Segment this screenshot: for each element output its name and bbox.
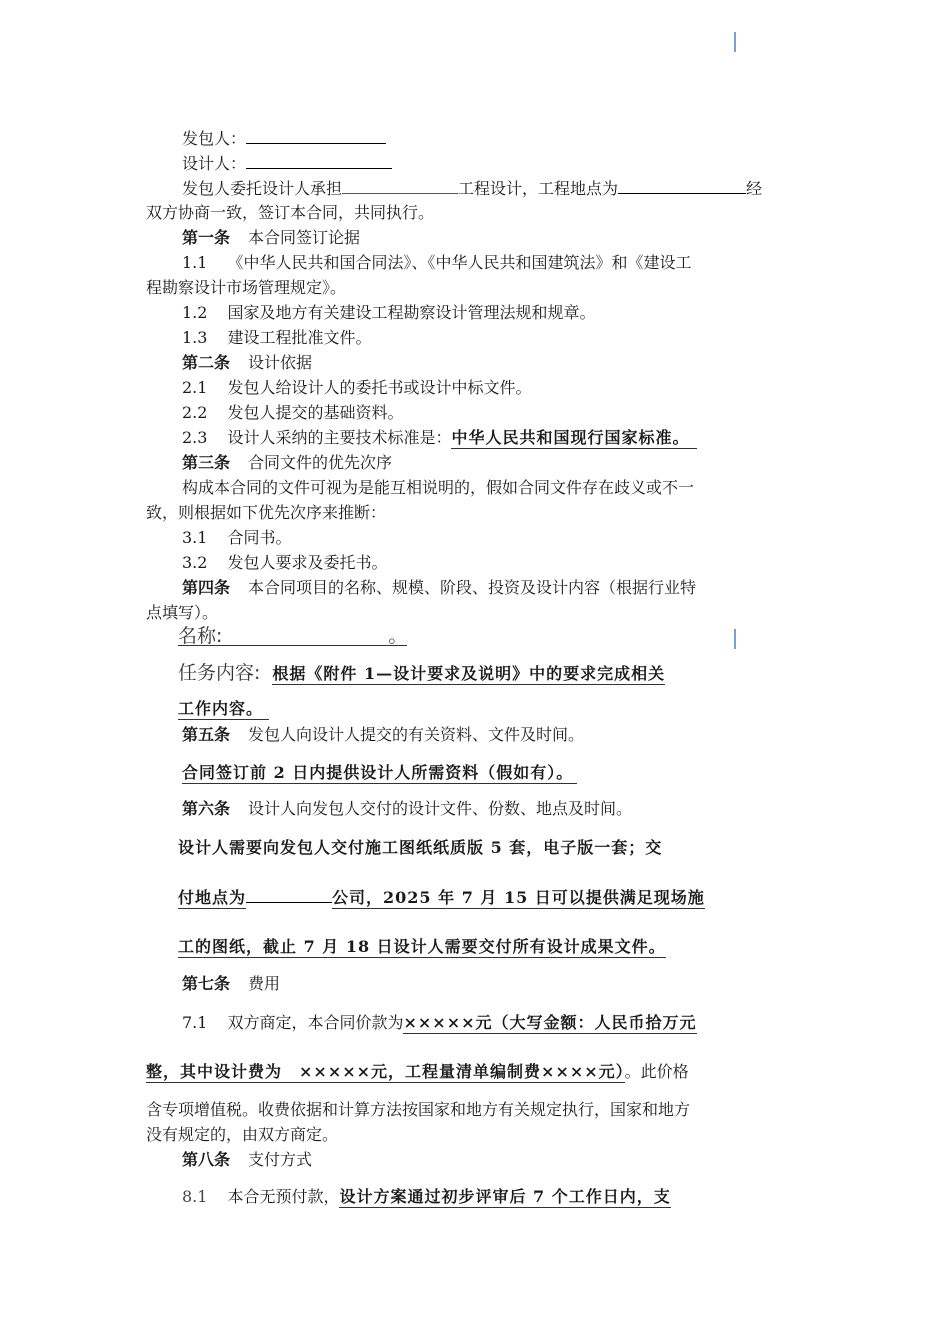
- delivery-company-blank[interactable]: [246, 886, 332, 903]
- article-title: 设计依据: [248, 353, 313, 372]
- clause-num: 1.1: [182, 253, 208, 272]
- task-value-cont[interactable]: 工作内容。: [178, 699, 269, 720]
- article-6-value-2: [178, 886, 705, 909]
- intro-line: [182, 177, 762, 200]
- clause-text: 发包人要求及委托书。: [227, 553, 388, 572]
- clause-text: 发包人提交的基础资料。: [227, 403, 404, 422]
- clause-num: 2.1: [182, 378, 208, 397]
- clause-text: 发包人给设计人的委托书或设计中标文件。: [227, 378, 532, 397]
- article-title: 本合同项目的名称、规模、阶段、投资及设计内容（根据行业特: [248, 578, 697, 597]
- designer-label: 设计人：: [182, 154, 247, 173]
- article-num: 第八条: [182, 1150, 231, 1169]
- clause-num: 1.2: [182, 303, 208, 322]
- article-num: 第五条: [182, 725, 231, 744]
- article-num: 第三条: [182, 453, 231, 472]
- article-1-heading: [182, 227, 360, 249]
- filled-value[interactable]: 设计方案通过初步评审后 7 个工作日内，支: [339, 1187, 671, 1206]
- article-3-para-cont: 致，则根据如下优先次序来推断：: [146, 503, 387, 522]
- clause-text: 设计人采纳的主要技术标准是：: [227, 428, 452, 447]
- article-num: 第一条: [182, 228, 231, 247]
- clause-1-2: [182, 302, 595, 324]
- article-5-heading: [182, 724, 584, 746]
- clause-2-1: [182, 377, 531, 399]
- article-3-para: 构成本合同的文件可视为是能互相说明的，假如合同文件存在歧义或不一: [182, 478, 695, 497]
- article-8-heading: [182, 1149, 312, 1171]
- clause-text: 建设工程批准文件。: [227, 328, 372, 347]
- article-title: 本合同签订论据: [248, 228, 361, 247]
- client-line: [182, 127, 386, 150]
- clause-text: 《中华人民共和国合同法》、《中华人民共和国建筑法》和《建设工: [227, 253, 692, 272]
- article-num: 第六条: [182, 799, 231, 818]
- project-name-end: 。: [388, 625, 408, 647]
- filled-value[interactable]: 公司，2025 年 7 月 15 日可以提供满足现场施: [332, 888, 705, 907]
- clause-2-3: [182, 427, 697, 449]
- task-value[interactable]: 根据《附件 1—设计要求及说明》中的要求完成相关: [272, 664, 666, 683]
- clause-7-1: [182, 1012, 697, 1034]
- clause-text: 双方商定，本合同价款为: [227, 1013, 404, 1032]
- client-label: 发包人：: [182, 129, 247, 148]
- clause-num: 7.1: [182, 1013, 208, 1032]
- clause-8-1: [182, 1186, 671, 1208]
- article-5-value: [182, 762, 577, 784]
- article-7-heading: [182, 973, 280, 995]
- intro-line-2: 双方协商一致，签订本合同，共同执行。: [146, 203, 435, 222]
- article-2-heading: [182, 352, 312, 374]
- article-3-heading: [182, 452, 392, 474]
- article-4-heading-cont: 点填写）。: [146, 603, 219, 622]
- project-blank[interactable]: [342, 177, 458, 194]
- text-cursor-mid: [734, 629, 736, 649]
- clause-1-1-cont: 程勘察设计市场管理规定》。: [146, 278, 347, 297]
- task-content-line: [178, 662, 665, 685]
- clause-1-3: [182, 327, 371, 349]
- clause-3-1: [182, 527, 291, 549]
- clause-num: 2.2: [182, 403, 208, 422]
- article-num: 第四条: [182, 578, 231, 597]
- clause-num: 1.3: [182, 328, 208, 347]
- project-name-label: 名称:: [178, 625, 223, 647]
- clause-num: 8.1: [182, 1187, 208, 1206]
- filled-value[interactable]: 付地点为: [178, 888, 247, 907]
- location-blank[interactable]: [618, 177, 746, 194]
- filled-value[interactable]: 中华人民共和国现行国家标准。: [451, 428, 697, 449]
- clause-1-1: [182, 252, 691, 274]
- clause-2-2: [182, 402, 403, 424]
- article-title: 设计人向发包人交付的设计文件、份数、地点及时间。: [248, 799, 633, 818]
- clause-3-2: [182, 552, 387, 574]
- clause-7-1-cont: [146, 1061, 689, 1083]
- article-title: 支付方式: [248, 1150, 313, 1169]
- clause-7-1-cont-3: 没有规定的，由双方商定。: [146, 1125, 339, 1144]
- article-6-heading: [182, 798, 632, 820]
- clause-num: 3.2: [182, 553, 208, 572]
- article-4-heading: [182, 577, 696, 599]
- client-blank[interactable]: [246, 127, 386, 144]
- article-6-value-3: [178, 936, 666, 958]
- filled-value[interactable]: ×××××元（大写金额：人民币拾万元: [403, 1013, 697, 1032]
- designer-blank[interactable]: [246, 152, 392, 169]
- task-content-cont: [178, 698, 269, 720]
- clause-text: 国家及地方有关建设工程勘察设计管理法规和规章。: [227, 303, 596, 322]
- clause-text: 。此价格: [624, 1062, 689, 1081]
- clause-num: 2.3: [182, 428, 208, 447]
- article-title: 合同文件的优先次序: [248, 453, 393, 472]
- article-title: 费用: [248, 974, 281, 993]
- filled-value[interactable]: 设计人需要向发包人交付施工图纸纸质版 5 套，电子版一套；交: [178, 838, 663, 857]
- intro-text-b: 工程设计，工程地点为: [458, 179, 619, 198]
- article-6-value-1: [178, 837, 662, 859]
- article-num: 第七条: [182, 974, 231, 993]
- project-name-line: [178, 625, 407, 646]
- article-num: 第二条: [182, 353, 231, 372]
- clause-text: 合同书。: [227, 528, 292, 547]
- filled-value[interactable]: 整，其中设计费为 ×××××元，工程量清单编制费××××元）: [146, 1062, 625, 1081]
- article-title: 发包人向设计人提交的有关资料、文件及时间。: [248, 725, 585, 744]
- intro-text-c: 经: [746, 179, 763, 198]
- text-cursor-top: [734, 32, 736, 52]
- intro-text-a: 发包人委托设计人承担: [182, 179, 343, 198]
- task-label: 任务内容:: [178, 662, 261, 684]
- designer-line: [182, 152, 392, 175]
- filled-value[interactable]: 工的图纸，截止 7 月 18 日设计人需要交付所有设计成果文件。: [178, 937, 666, 956]
- filled-value[interactable]: 合同签订前 2 日内提供设计人所需资料（假如有）。: [182, 763, 577, 784]
- clause-text: 本合无预付款，: [227, 1187, 340, 1206]
- clause-7-1-cont-2: 含专项增值税。收费依据和计算方法按国家和地方有关规定执行，国家和地方: [146, 1100, 691, 1119]
- clause-num: 3.1: [182, 528, 208, 547]
